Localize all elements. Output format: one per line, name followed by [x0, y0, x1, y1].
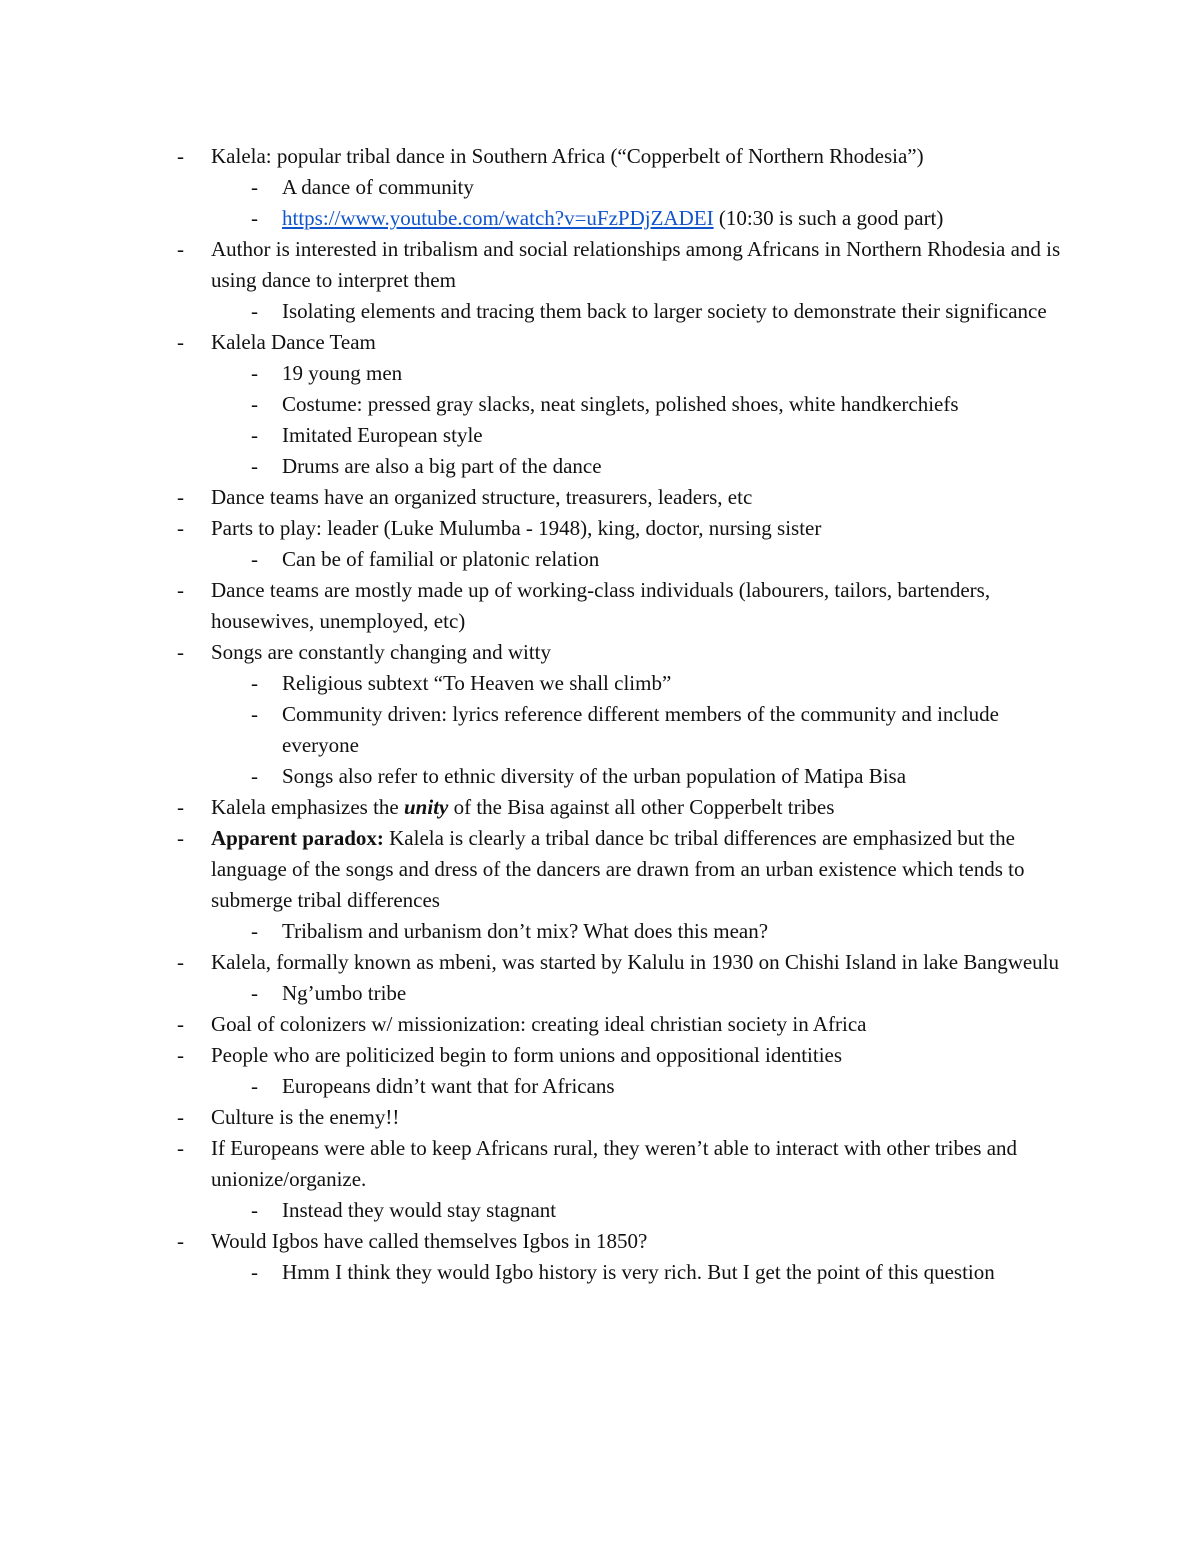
bullet-text: Community driven: lyrics reference different members of the community and include everyone	[282, 702, 999, 757]
bullet-dash: -	[177, 144, 184, 168]
bullet-dash: -	[177, 237, 184, 261]
sub-bullet-item	[0, 451, 1062, 482]
bullet-dash: -	[177, 485, 184, 509]
bullet-text: (10:30 is such a good part)	[713, 206, 944, 230]
bullet-text: Kalela emphasizes the	[211, 795, 404, 819]
bullet-text: of the Bisa against all other Copperbelt tribes	[448, 795, 835, 819]
bullet-text: Culture is the enemy!!	[211, 1105, 400, 1129]
sub-bullet-item	[0, 203, 1062, 234]
bullet-item	[0, 1133, 1061, 1195]
bullet-dash: -	[251, 175, 258, 199]
bullet-dash: -	[177, 640, 184, 664]
bold-text: Apparent paradox:	[211, 826, 384, 850]
bullet-dash: -	[251, 299, 258, 323]
notes-document	[0, 141, 1200, 1288]
bullet-item	[0, 792, 1061, 823]
bullet-item	[0, 141, 1061, 172]
bullet-item	[0, 327, 1061, 358]
bullet-dash: -	[177, 578, 184, 602]
bullet-text: A dance of community	[282, 175, 474, 199]
bullet-text: If Europeans were able to keep Africans rural, they weren’t able to interact with other tribes and unionize/organize.	[211, 1136, 1018, 1191]
sub-bullet-item	[0, 420, 1062, 451]
sub-bullet-item	[0, 916, 1062, 947]
bullet-text: Imitated European style	[282, 423, 483, 447]
sub-bullet-item	[0, 1071, 1062, 1102]
bullet-dash: -	[251, 423, 258, 447]
bullet-dash: -	[177, 516, 184, 540]
bullet-text: Europeans didn’t want that for Africans	[282, 1074, 615, 1098]
bullet-dash: -	[177, 826, 184, 850]
bullet-text: Isolating elements and tracing them back to larger society to demonstrate their significance	[282, 299, 1047, 323]
bullet-dash: -	[177, 1105, 184, 1129]
bullet-dash: -	[251, 671, 258, 695]
sub-bullet-item	[0, 1195, 1062, 1226]
bullet-item	[0, 947, 1061, 978]
sub-bullet-item	[0, 668, 1062, 699]
sub-bullet-item	[0, 699, 1062, 761]
bullet-text: Instead they would stay stagnant	[282, 1198, 557, 1222]
bullet-item	[0, 575, 1061, 637]
bullet-text: People who are politicized begin to form unions and oppositional identities	[211, 1043, 843, 1067]
bullet-text: Can be of familial or platonic relation	[282, 547, 600, 571]
bullet-dash: -	[177, 330, 184, 354]
bullet-text: Religious subtext “To Heaven we shall climb”	[282, 671, 672, 695]
bullet-item	[0, 637, 1061, 668]
bullet-dash: -	[251, 1074, 258, 1098]
bullet-dash: -	[251, 919, 258, 943]
bullet-dash: -	[177, 1136, 184, 1160]
bullet-dash: -	[177, 950, 184, 974]
bullet-item	[0, 513, 1061, 544]
bullet-text: Kalela, formally known as mbeni, was started by Kalulu in 1930 on Chishi Island in lake Bangweulu	[211, 950, 1060, 974]
bullet-dash: -	[251, 1260, 258, 1284]
youtube-link[interactable]: https://www.youtube.com/watch?v=uFzPDjZADEI	[282, 206, 714, 230]
emphasis-text: unity	[404, 795, 449, 819]
bullet-text: Costume: pressed gray slacks, neat singlets, polished shoes, white handkerchiefs	[282, 392, 959, 416]
bullet-item	[0, 1040, 1061, 1071]
bullet-text: Songs are constantly changing and witty	[211, 640, 552, 664]
bullet-dash: -	[177, 1012, 184, 1036]
bullet-text: Songs also refer to ethnic diversity of the urban population of Matipa Bisa	[282, 764, 907, 788]
bullet-text: Goal of colonizers w/ missionization: creating ideal christian society in Africa	[211, 1012, 867, 1036]
bullet-text: Drums are also a big part of the dance	[282, 454, 602, 478]
bullet-text: Ng’umbo tribe	[282, 981, 407, 1005]
sub-bullet-item	[0, 389, 1062, 420]
bullet-text: Author is interested in tribalism and social relationships among Africans in Northern Rhodesia and is using dance to interpret them	[211, 237, 1061, 292]
bullet-item	[0, 823, 1061, 916]
bullet-text: Dance teams are mostly made up of working-class individuals (labourers, tailors, bartenders, housewives, unemployed, etc)	[211, 578, 991, 633]
bullet-dash: -	[251, 547, 258, 571]
bullet-text: Would Igbos have called themselves Igbos in 1850?	[211, 1229, 648, 1253]
bullet-dash: -	[251, 702, 258, 726]
sub-bullet-item	[0, 978, 1062, 1009]
bullet-item	[0, 1009, 1061, 1040]
bullet-item	[0, 1102, 1061, 1133]
bullet-text: Dance teams have an organized structure, treasurers, leaders, etc	[211, 485, 753, 509]
bullet-text: Hmm I think they would Igbo history is very rich. But I get the point of this question	[282, 1260, 995, 1284]
bullet-item	[0, 482, 1061, 513]
bullet-text: Tribalism and urbanism don’t mix? What does this mean?	[282, 919, 769, 943]
bullet-item	[0, 234, 1061, 296]
bullet-text: Kalela Dance Team	[211, 330, 376, 354]
bullet-dash: -	[177, 1043, 184, 1067]
bullet-dash: -	[251, 454, 258, 478]
sub-bullet-item	[0, 358, 1062, 389]
sub-bullet-item	[0, 296, 1062, 327]
bullet-dash: -	[251, 392, 258, 416]
bullet-text: Kalela: popular tribal dance in Southern Africa (“Copperbelt of Northern Rhodesia”)	[211, 144, 924, 168]
bullet-text: Parts to play: leader (Luke Mulumba - 1948), king, doctor, nursing sister	[211, 516, 822, 540]
bullet-text: Kalela is clearly a tribal dance bc tribal differences are emphasized but the language of the songs and dress of the dancers are drawn from an urban existence which tends to submerge tribal differences	[211, 826, 1025, 912]
sub-bullet-item	[0, 1257, 1062, 1288]
bullet-dash: -	[251, 206, 258, 230]
sub-bullet-item	[0, 544, 1062, 575]
sub-bullet-item	[0, 172, 1062, 203]
bullet-dash: -	[251, 764, 258, 788]
bullet-dash: -	[251, 1198, 258, 1222]
sub-bullet-item	[0, 761, 1062, 792]
bullet-text: 19 young men	[282, 361, 403, 385]
bullet-dash: -	[251, 981, 258, 1005]
bullet-dash: -	[177, 1229, 184, 1253]
bullet-dash: -	[251, 361, 258, 385]
bullet-item	[0, 1226, 1061, 1257]
bullet-dash: -	[177, 795, 184, 819]
